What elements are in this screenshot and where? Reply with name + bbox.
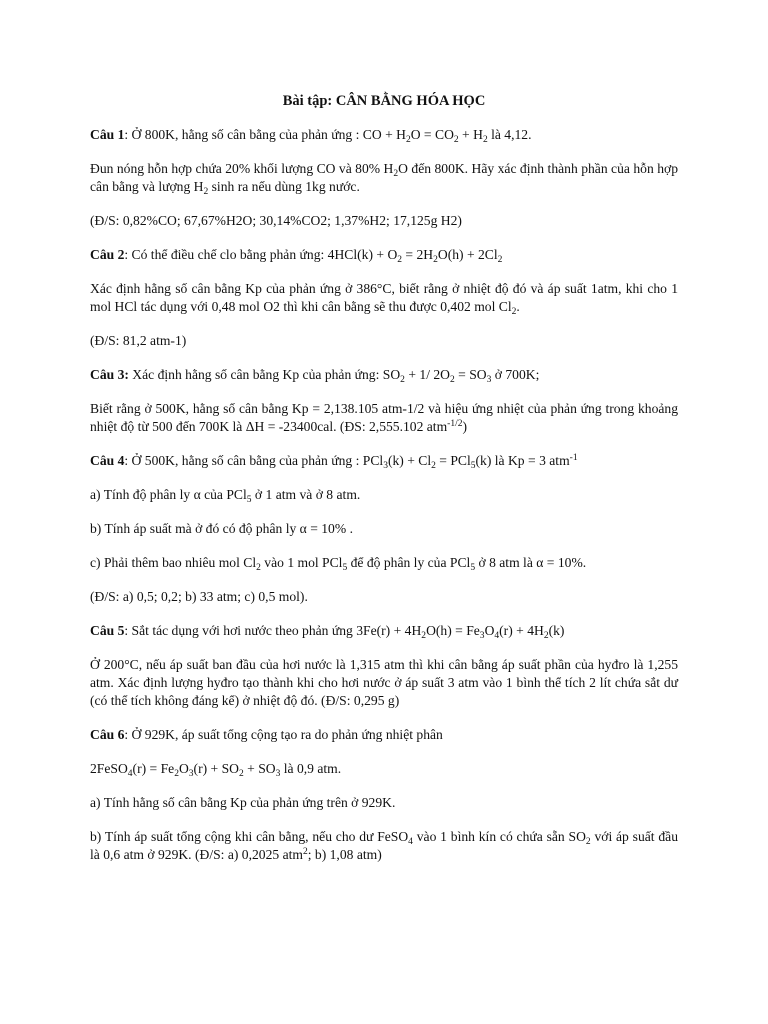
question-4-part-c: c) Phải thêm bao nhiêu mol $Cl_2$ vào 1 mol PCl$_5$ để độ phân ly của PCl$_5$ ở 8 atm là α = 10%. [90,555,587,573]
question-4: Câu 4: Ở 500K, hằng số cân bằng của phản ứng : $PCl_3(k) + Cl_2 = PCl_5(k)$ là Kp = 3 atm$^{-1}$ [90,453,578,471]
question-label: Câu 6 [90,727,125,742]
question-label: Câu 2 [90,247,125,262]
question-5: Câu 5: Sắt tác dụng với hơi nước theo phản ứng $3Fe(r) + 4H_2O(h) = Fe_3O_4(r) + 4H_2(k)$ [90,623,565,641]
question-6-part-a: a) Tính hằng số cân bằng Kp của phản ứng trên ở 929K. [90,795,396,810]
question-label: Câu 1 [90,127,125,142]
question-4-answer: (Đ/S: a) 0,5; 0,2; b) 33 atm; c) 0,5 mol). [90,589,308,604]
question-6-part-b: b) Tính áp suất tổng cộng khi cân bằng, nếu cho dư FeSO$_4$ vào 1 bình kín có chứa sẵn $SO_2$ với áp suất đầu là 0,6 atm ở 929K. (Đ/S: a) 0,2025 atm$^2$; b) 1,08 atm) [90,829,678,862]
question-1: Câu 1: Ở 800K, hằng số cân bằng của phản ứng : CO + $H_2O = CO_2 + H_2$ là 4,12. [90,127,532,145]
question-5-body: Ở 200°C, nếu áp suất ban đầu của hơi nước là 1,315 atm thì khi cân bằng áp suất phần của hyđro là 1,255 atm. Xác định lượng hyđro tạo thành khi cho hơi nước ở áp suất 3 atm vào 1 bình thể tích 2 lít chứa sắt dư (có thể tích không đáng kể) ở nhiệt độ đó. (Đ/S: 0,295 g) [90,657,678,708]
question-1-body: Đun nóng hỗn hợp chứa 20% khối lượng CO và 80% $H_2O$ đến 800K. Hãy xác định thành phần của hỗn hợp cân bằng và lượng $H_2$ sinh ra nếu dùng 1kg nước. [90,161,678,197]
question-4-part-b: b) Tính áp suất mà ở đó có độ phân ly α = 10% . [90,521,353,536]
question-2: Câu 2: Có thể điều chế clo bằng phản ứng: $4HCl(k) + O_2 = 2H_2O(h) + 2Cl_2$ [90,247,503,265]
question-2-body: Xác định hằng số cân bằng Kp của phản ứng ở 386°C, biết rằng ở nhiệt độ đó và áp suất 1atm, khi cho 1 mol HCl tác dụng với 0,48 mol O2 thì khi cân bằng sẽ thu được 0,402 mol $Cl_2$. [90,281,678,317]
question-2-answer: (Đ/S: 81,2 atm-1) [90,333,187,348]
question-1-answer: (Đ/S: 0,82%CO; 67,67%H2O; 30,14%CO2; 1,37%H2; 17,125g H2) [90,213,462,228]
question-3-body: Biết rằng ở 500K, hằng số cân bằng Kp = 2,138.105 atm-1/2 và hiệu ứng nhiệt của phản ứng trong khoảng nhiệt độ từ 500 đến 700K là ΔH = -23400cal. (ĐS: 2,555.102 atm$^{-1/2}$) [90,401,678,434]
question-4-part-a: a) Tính độ phân ly α của PCl$_5$ ở 1 atm và ở 8 atm. [90,487,361,505]
question-label: Câu 3: [90,367,129,382]
question-6-equation: 2FeSO$_4$(r) = $Fe_2O_3(r) + SO_2 + SO_3$ là 0,9 atm. [90,761,342,779]
question-label: Câu 5 [90,623,125,638]
question-3: Câu 3: Xác định hằng số cân bằng Kp của phản ứng: $SO_2 + 1/$ $2O_2 = SO_3$ ở 700K; [90,367,540,385]
question-label: Câu 4 [90,453,125,468]
document-title: Bài tập: CÂN BẰNG HÓA HỌC [282,93,486,109]
question-6: Câu 6: Ở 929K, áp suất tổng cộng tạo ra do phản ứng nhiệt phân [90,727,443,742]
